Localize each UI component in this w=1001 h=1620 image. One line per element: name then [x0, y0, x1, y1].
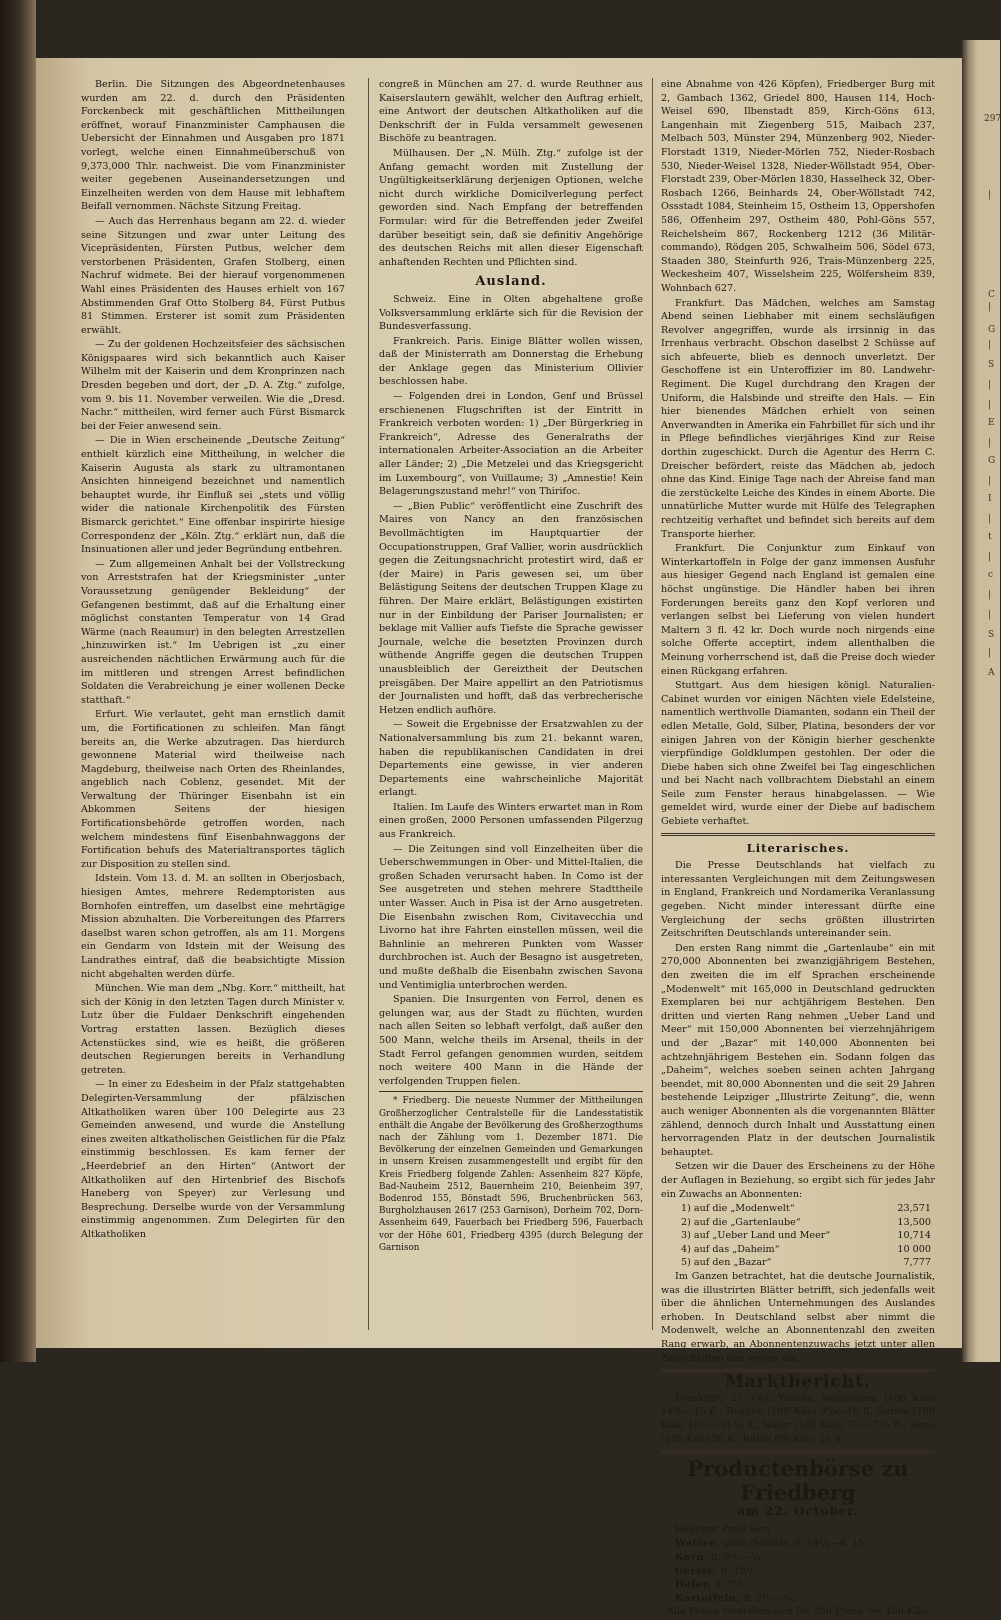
next-page-edge — [962, 40, 1000, 1362]
edge-fragment: A — [988, 668, 995, 678]
productenboerse-intro: Heutiger Preis loco — [675, 1523, 770, 1535]
edge-fragment: | — [988, 340, 992, 350]
section-heading-productenboerse: Productenbörse zu Friedberg — [687, 1456, 909, 1506]
edge-fragment: E — [988, 418, 995, 428]
article-muenchen: München. Wie man dem „Nbg. Korr.“ mittheilt, hat sich der König in den letzten Tagen durch Minister v. Lutz über die Fuldaer Denkschrift eingehenden Vortrag erstatten lassen. Bezüglich dieses Actenstückes sind, wie es heißt, die größeren deutschen Regierungen bereits in Verhandlung getreten. — [81, 983, 345, 1076]
article-bien-public: — „Bien Public“ veröffentlicht eine Zuschrift des Maires von Nancy an den französischen Bevollmächtigten im Hauptquartier der Occupationstruppen, Graf Vallier, worin ausdrücklich gegen die Zeitungsnachricht protestirt wird, daß er (der Maire) in Paris gewesen sei, um über Belästigung Seitens der deutschen Truppen Klage zu führen. Der Maire erklärt, Belästigungen existirten nur in der Einbildung der Pariser Journalisten; er beklage mit Vallier aufs Tiefste die Sprache gewisser Journale, welche die besetzten Provinzen durch wüthende Angriffe gegen die deutschen Truppen unausbleiblich der Gereiztheit der Deutschen preisgäben. Der Maire appellirt an den Patriotismus der Journalisten und hofft, daß das verbrecherische Hetzen endlich aufhöre. — [379, 500, 643, 716]
column-divider — [652, 78, 653, 1330]
article-journalistik: Im Ganzen betrachtet, hat die deutsche Journalistik, was die illustrirten Blätter betrifft, sich jedenfalls weit über die ähnlichen Unternehmungen des Auslandes erhoben. In Deutschland selbst aber nimmt die Modenwelt, welche an Abonnentenzahl den zweiten Rang erwarb, an Abonnentenzuwachs jetzt unter allen Zeitschriften den ersten ein. — [661, 1271, 935, 1364]
list-item: 5) auf den „Bazar“ 7,777 — [681, 1257, 931, 1269]
article-italien: Italien. Im Laufe des Winters erwartet man in Rom einen großen, 2000 Personen umfassenden Pilgerzug aus Frankreich. — [379, 801, 643, 841]
edge-fragment: | — [988, 190, 992, 200]
price-row: Kartoffeln, fl. 2¹/₂—³/₄. — [675, 1592, 797, 1604]
article-arreststrafen: — Zum allgemeinen Anhalt bei der Vollstreckung von Arreststrafen hat der Kriegsminister „unter Voraussetzung genügender Bekleidung“ der Gefangenen bestimmt, daß auf die Erhaltung einer möglichst constanten Temperatur von 14 Grad Wärme (nach Reaumur) in den belegten Arrestzellen „hinzuwirken ist.“ Im Uebrigen ist „zu einer ausreichenden nächtlichen Erwärmung auch für die im mittleren und strengen Arrest befindlichen Soldaten die Verabreichung je einer wollenen Decke statthaft.“ — [81, 558, 345, 706]
book-binding — [0, 0, 36, 1362]
edge-fragment: | — [988, 610, 992, 620]
edge-fragment: | — [988, 400, 992, 410]
section-heading-literarisches: Literarisches. — [746, 840, 850, 855]
subscriber-growth-list — [661, 1202, 935, 1270]
edge-fragment: C — [988, 290, 995, 300]
divider — [661, 833, 935, 836]
page-number: 297 — [984, 114, 1001, 124]
edge-fragment: I — [988, 494, 992, 504]
edge-fragment: t — [988, 532, 992, 542]
article-ersatzwahlen: — Soweit die Ergebnisse der Ersatzwahlen zu der Nationalversammlung bis zum 21. bekannt waren, haben die republikanischen Candidaten in drei Departements eine gewisse, in vier anderen Departements eine wahrscheinliche Majorität erlangt. — [379, 719, 643, 799]
article-frankfurt-maedchen: Frankfurt. Das Mädchen, welches am Samstag Abend seinen Liebhaber mit einem sechsläufigen Revolver angegriffen, wurde als irrsinnig in das Irrenhaus verbracht. Obschon daselbst 2 Schüsse auf sich abfeuerte, blieb es dennoch unverletzt. Der Geschoffene ist ein Unteroffizier im 80. Landwehr-Regiment. Die Kugel durchdrang den Kragen der Uniform, die Halsbinde und streifte den Hals. — Ein hier bienendes Mädchen erhielt von seinen Anverwandten in Amerika ein Fahrbillet für sich und ihr in Pflege befindliches vierjähriges Kind zur Reise dorthin zugeschickt. Durch die Agentur des Herrn C. Dreischer befördert, reiste das Mädchen ab, jedoch ohne das Kind. Einige Tage nach der Abreise fand man die zerstückelte Leiche des Kindes in einem Aborte. Die unnatürliche Mutter wurde mit Hülfe des Telegraphen rechtzeitig verhaftet und befindet sich bereits auf dem Transporte hierher. — [661, 297, 935, 540]
article-friedberg-statistik: * Friedberg. Die neueste Nummer der Mittheilungen Großherzoglicher Centralstelle für die Landesstatistik enthält die Angabe der Bevölkerung des Großherzogthums nach der Zählung vom 1. Dezember 1871. Die Bevölkerung der einzelnen Gemeinden und Gemarkungen in unsern Kreisen zusammengestellt und ergibt für den Kreis Friedberg folgende Zahlen: Assenheim 827 Köpfe, Bad-Nauheim 2512, Bauernheim 210, Beienheim 397, Bodenrod 155, Bönstadt 596, Bruchenbrücken 563, Burgholzhausen 2617 (253 Garnison), Dorheim 702, Dorn-Assenheim 649, Fauerbach bei Friedberg 596, Fauerbach vor der Höhe 601, Friedberg 4395 (durch Belegung der Garnison — [379, 1096, 643, 1253]
article-herrenhaus: — Auch das Herrenhaus begann am 22. d. wieder seine Sitzungen und zwar unter Leitung des Vicepräsidenten, Fürsten Putbus, welcher dem verstorbenen Präsidenten, Grafen Stolberg, einen Nachruf widmete. Bei der hierauf vorgenommenen Wahl eines Präsidenten des Hauses erhielt von 167 Abstimmenden Graf Otto Stolberg 84, Fürst Putbus 81 Stimmen. Ersterer ist somit zum Präsidenten erwählt. — [81, 215, 345, 336]
article-continuation: congreß in München am 27. d. wurde Reuthner aus Kaiserslautern gewählt, welcher den Auftrag erhielt, eine Antwort der deutschen Altkatholiken auf die Denkschrift der in Fulda versammelt gewesenen Bischöfe zu beantragen. — [379, 79, 643, 145]
edge-fragment: | — [988, 648, 992, 658]
edge-fragment: S — [988, 360, 995, 370]
edge-fragment: | — [988, 590, 992, 600]
price-list — [661, 1537, 935, 1605]
article-presse-deutschlands: Die Presse Deutschlands hat vielfach zu interessanten Vergleichungen mit dem Zeitungswesen in England, Frankreich und Nordamerika Veranlassung gegeben. Nicht minder interessant dürfte eine Vergleichung der sechs größten illustrirten Zeitschriften Deutschlands untereinander sein. — [661, 860, 935, 940]
list-item: 3) auf „Ueber Land und Meer“ 10,714 — [681, 1230, 931, 1242]
article-stuttgart: Stuttgart. Aus dem hiesigen königl. Naturalien-Cabinet wurden vor einigen Nächten viele Edelsteine, namentlich werthvolle Diamanten, sodann ein Theil der edlen Metalle, Gold, Silber, Platina, besonders der vor einigen Jahren von der Königin hierher geschenkte vierpfündige Goldklumpen gestohlen. Der oder die Diebe haben sich ohne Zweifel bei Tag eingeschlichen und bei Nacht nach vollbrachtem Diebstahl an einem Seile zum Fenster heraus hinabgelassen. — Wie gemeldet wird, wurde einer der Diebe auf badischem Gebiete verhaftet. — [661, 680, 935, 828]
article-idstein: Idstein. Vom 13. d. M. an sollten in Oberjosbach, hiesigen Amtes, mehrere Redemptoristen aus Bornhofen eintreffen, um daselbst eine mehrtägige Mission abzuhalten. Die Vorbereitungen des Pfarrers daselbst waren schon getroffen, als am 11. Morgens ein Gendarm von Idstein mit der Weisung des Landrathes eintraf, daß die beabsichtigte Mission nicht abgehalten werden dürfe. — [81, 873, 345, 980]
column-1 — [81, 78, 345, 1242]
article-muelhausen: Mülhausen. Der „N. Mülh. Ztg.“ zufolge ist der Anfang gemacht worden mit Zustellung der Ungültigkeitserklärung derjenigen Optionen, welche nicht durch wirkliche Domicilverlegung perfect geworden sind. Nach Empfang der betreffenden Formular: wird für die Betreffenden jeder Zweifel darüber beseitigt sein, daß sie definitiv Angehörige des deutschen Reichs mit allen dieser Eigenschaft anhaftenden Rechten und Pflichten sind. — [379, 147, 643, 268]
article-schweiz: Schweiz. Eine in Olten abgehaltene große Volksversammlung erklärte sich für die Revision der Bundesverfassung. — [379, 293, 643, 333]
column-3 — [661, 78, 935, 1620]
column-divider — [368, 78, 369, 1330]
price-row: Hafer, fl. 7¹/₂. — [675, 1579, 748, 1591]
newspaper-sheet — [36, 58, 962, 1618]
article-berlin-abgeordnetenhaus: Berlin. Die Sitzungen des Abgeordnetenhauses wurden am 22. d. durch den Präsidenten Forckenbeck mit geschäftlichen Mittheilungen eröffnet, worauf Finanzminister Camphausen die Uebersicht der Einnahmen und Ausgaben pro 1871 vorlegt, welche einen Einnahmeüberschuß von 9,373,000 Thlr. nachweist. Die vom Finanzminister weiter gegebenen Auseinandersetzungen und Einzelheiten werden von dem Hause mit lebhaftem Beifall vernommen. Nächste Sitzung Freitag. — [81, 79, 345, 213]
productenboerse-note: Alle Preise verstehen sich für 200 Pfund == 100 Kilo. — [667, 1606, 929, 1618]
price-row: Korn, fl. 9¹/₂—³/₄. — [675, 1551, 765, 1563]
column-2 — [379, 78, 643, 1255]
edge-fragment: G — [988, 325, 996, 335]
article-frankfurt-kartoffeln: Frankfurt. Die Conjunktur zum Einkauf von Winterkartoffeln in Folge der ganz immensen Ausfuhr aus hiesiger Gegend nach England ist gemalen eine höchst ungünstige. Die Händler haben bei ihren Forderungen bereits ganz den Kopf verloren und verlangen selbst bei Lieferung von vielen hundert Maltern 3 fl. 42 kr. Doch wurde noch nirgends eine solche Offerte acceptirt, indem allenthalben die Meinung vorherrschend ist, daß die Preise doch wieder einen Rückgang erfahren. — [661, 543, 935, 677]
edge-fragment: c — [988, 570, 994, 580]
section-heading-marktbericht: Marktbericht. — [724, 1372, 872, 1393]
edge-fragment: S — [988, 630, 995, 640]
article-erfurt: Erfurt. Wie verlautet, geht man ernstlich damit um, die Fortificationen zu schleifen. Man fängt bereits an, die Werke abzutragen. Das hierdurch gewonnene Material wird theilweise nach Magdeburg, theilweise nach Orten des Rheinlandes, angeblich nach Coblenz, gesendet. Mit der Verwaltung der Thüringer Eisenbahn ist ein Abkommen Seitens der hiesigen Fortificationsbehörde getroffen worden, nach welchem mindestens fünf Eisenbahnwaggons der Fortification behufs des Materialtransportes täglich zur Disposition zu stellen sind. — [81, 709, 345, 870]
article-deutsche-zeitung: — Die in Wien erscheinende „Deutsche Zeitung“ enthielt kürzlich eine Mittheilung, in welcher die Kaiserin Augusta als stark zu ultramontanen Ansichten hinneigend bezeichnet und namentlich behauptet wurde, ihr Einfluß sei „stets und völlig wider die nationale Kirchenpolitik des Fürsten Bismarck gerichtet.“ Eine offenbar inspirirte hiesige Correspondenz der „Köln. Ztg.“ erklärt nun, daß die Insinuationen aller und jeder Begründung entbehren. — [81, 435, 345, 556]
article-statistik-continuation: eine Abnahme von 426 Köpfen), Friedberger Burg mit 2, Gambach 1362, Griedel 800, Hausen 114, Hoch-Weisel 690, Ilbenstadt 859, Kirch-Göns 613, Langenhain mit Ziegenberg 515, Maibach 237, Melbach 503, Münster 294, Münzenberg 902, Nieder-Florstadt 1319, Nieder-Mörlen 752, Nieder-Rosbach 530, Nieder-Weisel 1328, Nieder-Wöllstadt 954, Ober-Florstadt 239, Ober-Mörlen 1830, Hasselheck 32, Ober-Rosbach 1266, Beinhards 24, Ober-Wöllstadt 742, Ossstadt 1084, Steinheim 15, Ostheim 13, Oppershofen 586, Offenheim 297, Ostheim 480, Pohl-Göns 557, Reichelsheim 867, Rockenberg 1212 (36 Militär-commando), Rödgen 205, Schwalheim 506, Södel 673, Staaden 380, Steinfurth 926, Trais-Münzenberg 225, Weckesheim 407, Wisselsheim 225, Wölfersheim 839, Wohnbach 627. — [661, 79, 935, 294]
article-spanien: Spanien. Die Insurgenten von Ferrol, denen es gelungen war, aus der Stadt zu flüchten, wurden nach allen Seiten so lebhaft verfolgt, daß außer den 500 Mann, welche theils im Arsenal, theils in der Stadt Ferrol gefangen genommen wurden, seitdem noch weitere 400 Mann in die Hände der verfolgenden Truppen fielen. — [379, 994, 643, 1087]
divider — [661, 1450, 935, 1453]
article-marktbericht-frankfurt: Frankfurt, 21. Oct. Waizen, wetterauer, (100 Kilo) 14³/₄—15 fl., Roggen (100 Kilo) 9⁵/₈—10 fl. Gerste (100 Kilo) 10¹/₂—11³/₄ fl., Hafer (100 Kilo) 7¹/₂—7³/₄ fl., Repo (100 Kilo) 20 fl., Rüböl (50 Kilo) 23 fl. — [661, 1392, 935, 1445]
edge-fragment: | — [988, 514, 992, 524]
productenboerse-date: am 22. October. — [737, 1504, 859, 1519]
edge-fragment: | — [988, 438, 992, 448]
article-ueberschwemmungen: — Die Zeitungen sind voll Einzelheiten über die Ueberschwemmungen in Ober- und Mittel-Italien, die großen Schaden verursacht haben. In Como ist der See ausgetreten und stehen mehrere Stadttheile unter Wasser. Auch in Pisa ist der Arno ausgetreten. Die Eisenbahn zwischen Rom, Civitavecchia und Livorno hat ihre Fahrten einstellen müssen, weil die Bahnlinie an mehreren Punkten vom Wasser durchbrochen ist. Auch der Besagno ist ausgetreten, und mußte deßhalb die Eisenbahn zwischen Savona und Ventimiglia unterbrochen werden. — [379, 843, 643, 991]
list-item: 2) auf die „Gartenlaube“ 13,500 — [681, 1216, 931, 1228]
article-frankreich-paris: Frankreich. Paris. Einige Blätter wollen wissen, daß der Ministerrath am Donnerstag die Erhebung der Anklage gegen das Ministerium Ollivier beschlossen habe. — [379, 335, 643, 388]
price-row: Gerste, fl. 10¹/₂. — [675, 1565, 760, 1577]
list-item: 4) auf das „Daheim“ 10 000 — [681, 1243, 931, 1255]
edge-fragment: | — [988, 380, 992, 390]
list-item: 1) auf die „Modenwelt“ 23,571 — [681, 1203, 931, 1215]
edge-fragment: G — [988, 456, 996, 466]
article-flugschriften: — Folgenden drei in London, Genf und Brüssel erschienenen Flugschriften ist der Eintritt in Frankreich verboten worden: 1) „Der Bürgerkrieg in Frankreich“, Adresse des Generalraths der internationalen Arbeiter-Association an die Arbeiter aller Länder; 2) „Die Metzelei und das Kriegsgericht im Luxembourg“, von Vuillaume; 3) „Amnestie! Kein Belagerungszustand mehr!“ von Thirifoc. — [379, 391, 643, 498]
edge-fragment: | — [988, 476, 992, 486]
article-hochzeitsfeier: — Zu der goldenen Hochzeitsfeier des sächsischen Königspaares wird sich bekanntlich auch Kaiser Wilhelm mit der Kaiserin und dem Kronprinzen nach Dresden begeben und dort, der „D. A. Ztg.“ zufolge, vom 9. bis 11. November verweilen. Wie die „Dresd. Nachr.“ mittheilen, wird ferner auch Fürst Bismarck bei der Feier anwesend sein. — [81, 339, 345, 432]
article-edesheim: — In einer zu Edesheim in der Pfalz stattgehabten Delegirten-Versammlung der pfälzischen Altkatholiken waren über 100 Delegirte aus 23 Gemeinden anwesend, und wurde die Anstellung eines zweiten altkatholischen Geistlichen für die Pfalz einstimmig beschlossen. Es kam ferner der „Heerdebrief an den Hirten“ (Antwort der Altkatholiken auf den Hirtenbrief des Bischofs Haneberg von Speyer) zur Verlesung und Besprechung. Derselbe wurde von der Versammlung einstimmig angenommen. Zum Delegirten für den Altkatholiken — [81, 1079, 345, 1240]
price-row: Waizen, gute Qualität, fl. 14³/₄—fl. 15. — [675, 1538, 868, 1550]
article-rangliste: Den ersten Rang nimmt die „Gartenlaube“ ein mit 270,000 Abonnenten bei zwanzigjährigem Bestehen, den zweiten die im elf Sprachen erscheinende „Modenwelt“ mit 165,000 in Deutschland gedruckten Exemplaren bei nur achtjährigem Bestehen. Den dritten und vierten Rang nehmen „Ueber Land und Meer“ mit 150,000 Abonnenten bei vierzehnjährigem und der „Bazar“ mit 140,000 Abonnenten bei achtzehnjährigem Bestehen ein. Sodann folgen das „Daheim“, welches soeben seinen achten Jahrgang beendet, mit 80,000 Abonnenten und die seit 29 Jahren bestehende Leipziger „Illustrirte Zeitung“, die, wenn auch weniger Abonnenten als die vorgenannten Blätter zählend, dennoch durch Inhalt und Ausstattung einen hervorragenden Platz in der deutschen Journalistik behauptet. — [661, 942, 935, 1158]
divider — [379, 1091, 643, 1092]
edge-fragment: | — [988, 552, 992, 562]
edge-fragment: | — [988, 302, 992, 312]
article-zuwachs: Setzen wir die Dauer des Erscheinens zu der Höhe der Auflagen in Beziehung, so ergibt sich für jedes Jahr ein Zuwachs an Abonnenten: — [661, 1161, 935, 1200]
section-heading-ausland: Ausland. — [475, 274, 547, 290]
